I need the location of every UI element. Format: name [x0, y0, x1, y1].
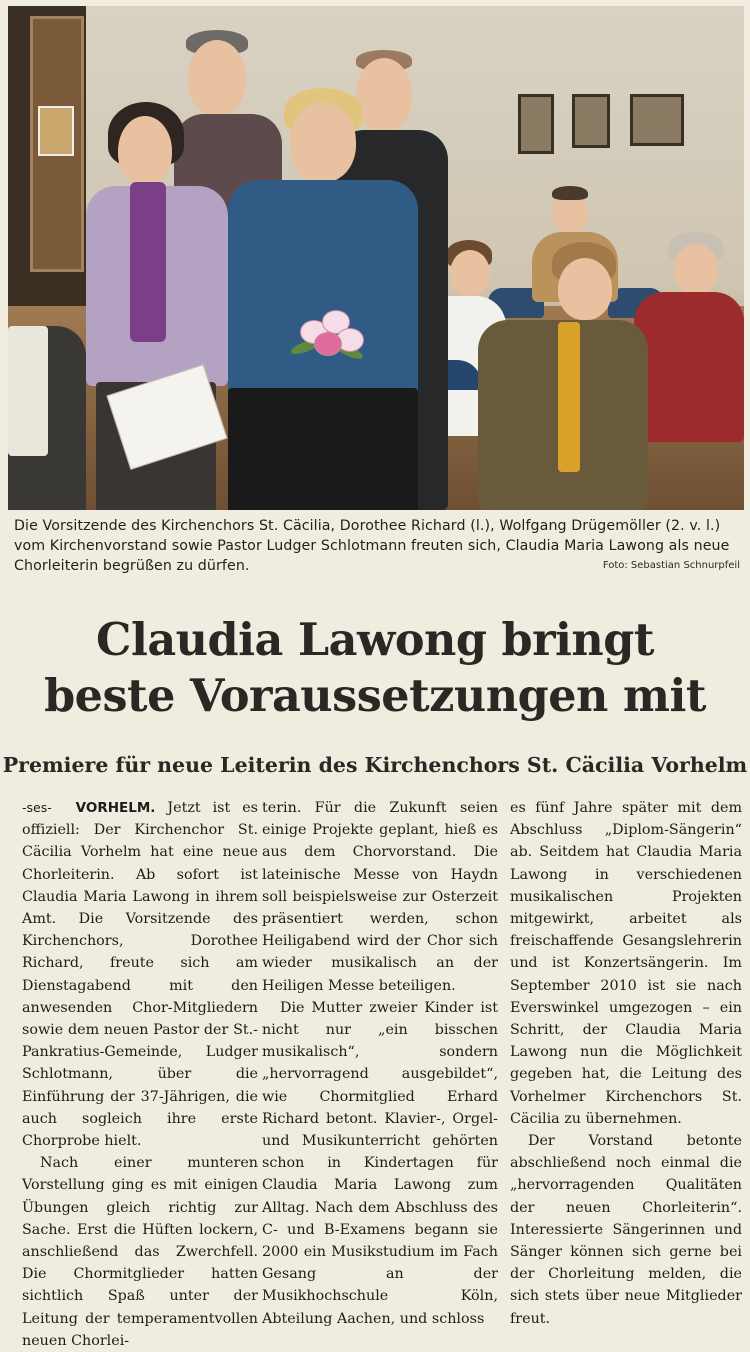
headline-line-2: beste Voraussetzungen mit — [44, 670, 706, 722]
article-column-1 — [22, 797, 258, 1352]
subheadline: Premiere für neue Leiterin des Kirchenchors St. Cäcilia Vorhelm — [2, 753, 748, 777]
headline-line-1: Claudia Lawong bringt — [96, 614, 654, 666]
headline — [0, 612, 750, 724]
article-column-3 — [510, 797, 742, 1330]
article-paragraph — [22, 797, 258, 1152]
photo-wall-frame — [572, 94, 610, 148]
photo-caption: Die Vorsitzende des Kirchenchors St. Cäcilia, Dorothee Richard (l.), Wolfgang Drügemöller (2. v. l.) vom Kirchenvorstand sowie Pastor Ludger Schlotmann freuten sich, Claudia Maria Lawong als neue Chorleiterin begrüßen zu dürfen. — [14, 518, 730, 574]
photo-poster — [38, 106, 74, 156]
photo-wall-frame — [630, 94, 684, 146]
byline: -ses- — [22, 800, 52, 815]
photo-credit: Foto: Sebastian Schnurpfeil — [602, 560, 740, 571]
article-paragraph: es fünf Jahre später mit dem Abschluss „Diplom-Sängerin“ ab. Seitdem hat Claudia Maria Lawong in verschiedenen musikalischen Projekten mitgewirkt, arbeitet als freischaffende Gesangslehrerin und ist Konzertsängerin. Im September 2010 ist sie nach Everswinkel umgezogen – ein Schritt, der Claudia Maria Lawong nun die Möglichkeit gegeben hat, die Leitung des Vorhelmer Kirchenchors St. Cäcilia zu übernehmen. — [510, 800, 742, 1127]
article-paragraph: Nach einer munteren Vorstellung ging es mit einigen Übungen gleich richtig zur Sache. Erst die Hüften lockern, anschließend das Zwerchfell. Die Chormitglieder hatten sichtlich Spaß unter der Leitung der temperamentvollen neuen Chorlei- — [22, 1155, 258, 1349]
article-column-2 — [262, 797, 498, 1330]
photo-wall-frame — [518, 94, 554, 154]
article-photo — [8, 6, 744, 510]
paragraph-text: Jetzt ist es offiziell: Der Kirchenchor St. Cäcilia Vorhelm hat eine neue Chorleiterin. Ab sofort ist Claudia Maria Lawong in ihrem Amt. Die Vorsitzende des Kirchenchors, Dorothee Richard, freute sich am Dienstagabend mit den anwesenden Chor-Mitgliedern sowie dem neuen Pastor der St.-Pankratius-Gemeinde, Ludger Schlotmann, über die Einführung der 37-Jährigen, die auch sogleich ihre erste Chorprobe hielt. — [22, 800, 259, 1150]
article-paragraph: terin. Für die Zukunft seien einige Projekte geplant, hieß es aus dem Chorvorstand. Die lateinische Messe von Haydn soll beispielsweise zur Osterzeit präsentiert werden, schon Heiligabend wird der Chor sich wieder musikalisch an der Heiligen Messe beteiligen. — [262, 800, 498, 994]
dateline: VORHELM. — [75, 800, 156, 816]
article-paragraph: Die Mutter zweier Kinder ist nicht nur „ein bisschen musikalisch“, sondern „hervorragend ausgebildet“, wie Chormitglied Erhard Richard betont. Klavier-, Orgel- und Musikunterricht gehörten schon in Kindertagen für Claudia Maria Lawong zum Alltag. Nach dem Abschluss des C- und B-Examens begann sie 2000 ein Musikstudium im Fach Gesang an der Musikhochschule Köln, Abteilung Aachen, und schloss — [262, 999, 498, 1327]
article-paragraph: Der Vorstand betonte abschließend noch einmal die „hervorragenden Qualitäten der neuen Chorleiterin“. Interessierte Sängerinnen und Sänger können sich gerne bei der Chorleitung melden, die sich stets über neue Mitglieder freut. — [510, 1133, 742, 1327]
photo-bouquet — [290, 306, 370, 368]
